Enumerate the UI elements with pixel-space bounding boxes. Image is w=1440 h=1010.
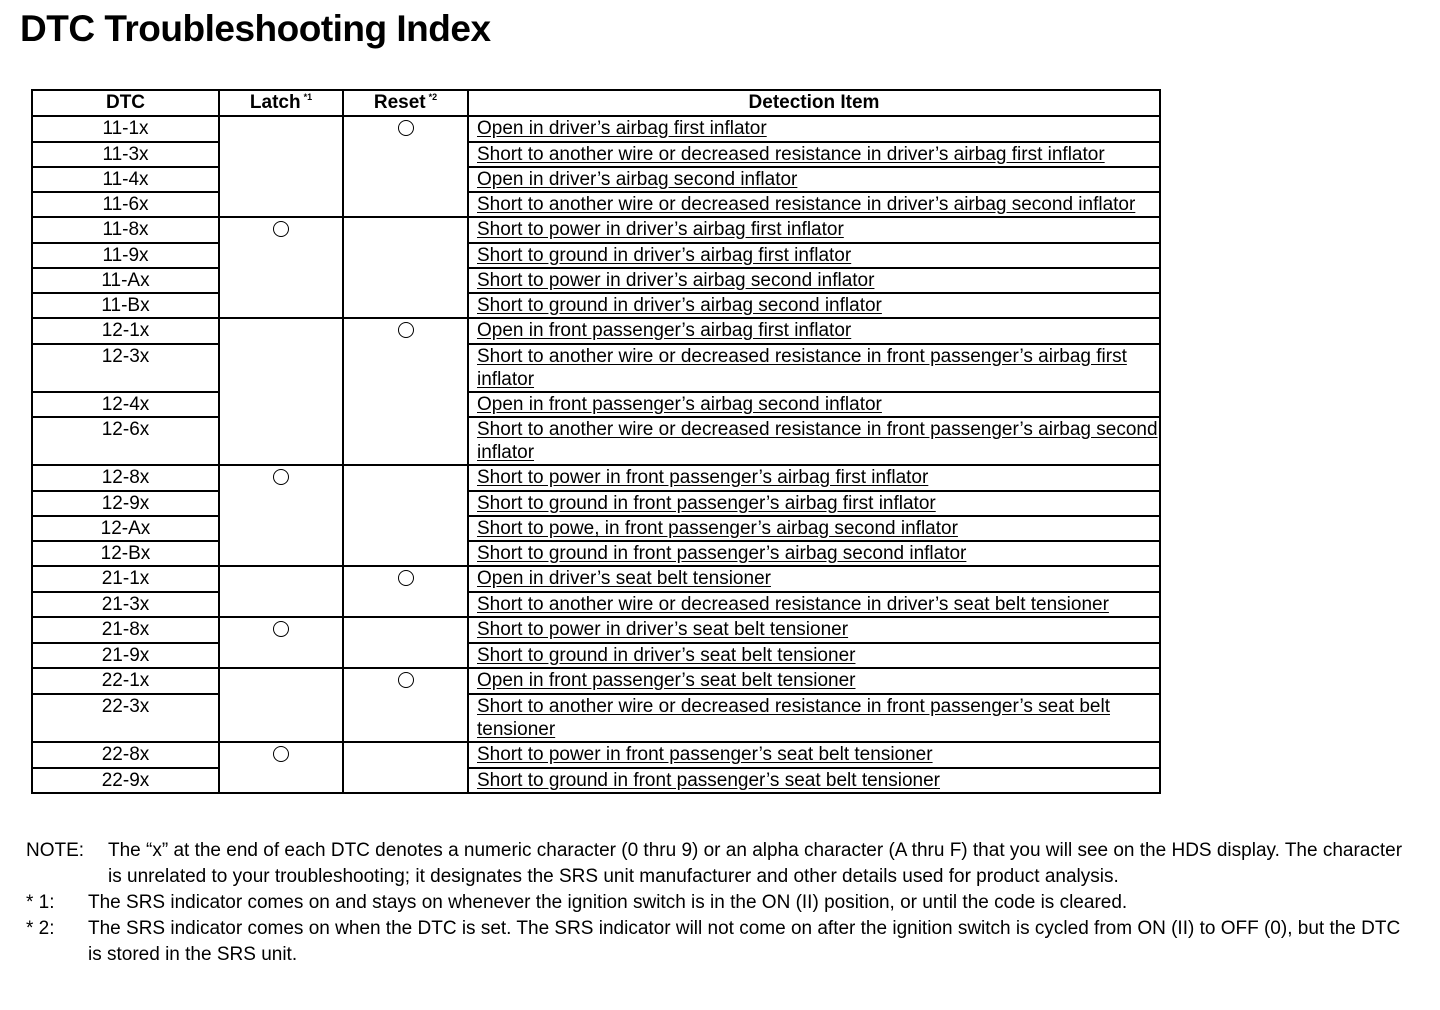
reset-cell — [343, 592, 468, 617]
latch-cell — [219, 742, 343, 768]
table-row — [32, 167, 1160, 192]
table-row — [32, 541, 1160, 566]
dtc-code: 11-4x — [32, 167, 219, 192]
latch-cell — [219, 668, 343, 694]
latch-cell — [219, 344, 343, 392]
latch-circle-icon — [273, 746, 289, 762]
reset-cell — [343, 116, 468, 142]
detection-item: Open in front passenger’s airbag first inflator — [468, 318, 1160, 344]
dtc-table-body — [32, 116, 1160, 793]
reset-cell — [343, 742, 468, 768]
notes-section — [26, 838, 1406, 968]
reset-cell — [343, 694, 468, 742]
table-row — [32, 742, 1160, 768]
reset-cell — [343, 142, 468, 167]
dtc-index-table — [31, 89, 1161, 794]
detection-item: Short to ground in driver’s airbag first inflator — [468, 243, 1160, 268]
latch-cell — [219, 465, 343, 491]
detection-item: Open in front passenger’s seat belt tensioner — [468, 668, 1160, 694]
table-row — [32, 465, 1160, 491]
latch-cell — [219, 217, 343, 243]
dtc-code: 12-Bx — [32, 541, 219, 566]
dtc-code: 11-Ax — [32, 268, 219, 293]
reset-cell — [343, 566, 468, 592]
table-row — [32, 668, 1160, 694]
latch-cell — [219, 617, 343, 643]
latch-cell — [219, 491, 343, 516]
latch-cell — [219, 694, 343, 742]
table-row — [32, 768, 1160, 793]
dtc-code: 11-1x — [32, 116, 219, 142]
table-row — [32, 516, 1160, 541]
table-row — [32, 566, 1160, 592]
page-title: DTC Troubleshooting Index — [20, 8, 491, 49]
latch-cell — [219, 417, 343, 465]
footnote-1-text: The SRS indicator comes on and stays on whenever the ignition switch is in the ON (II) position, or until the code is cleared. — [88, 892, 1128, 913]
dtc-code: 22-1x — [32, 668, 219, 694]
reset-cell — [343, 516, 468, 541]
footnote-2 — [26, 916, 1406, 968]
dtc-code: 22-8x — [32, 742, 219, 768]
latch-circle-icon — [273, 621, 289, 637]
reset-cell — [343, 643, 468, 668]
latch-circle-icon — [273, 221, 289, 237]
dtc-code: 21-3x — [32, 592, 219, 617]
reset-circle-icon — [398, 120, 414, 136]
table-row — [32, 116, 1160, 142]
detection-item: Short to power in driver’s seat belt tensioner — [468, 617, 1160, 643]
table-row — [32, 192, 1160, 217]
reset-cell — [343, 167, 468, 192]
reset-cell — [343, 318, 468, 344]
detection-item: Short to ground in front passenger’s airbag second inflator — [468, 541, 1160, 566]
latch-cell — [219, 192, 343, 217]
detection-item: Open in front passenger’s airbag second inflator — [468, 392, 1160, 417]
reset-cell — [343, 465, 468, 491]
table-row — [32, 491, 1160, 516]
reset-cell — [343, 392, 468, 417]
latch-cell — [219, 268, 343, 293]
detection-item: Short to ground in driver’s airbag second inflator — [468, 293, 1160, 318]
dtc-code: 12-6x — [32, 417, 219, 465]
latch-cell — [219, 592, 343, 617]
reset-cell — [343, 268, 468, 293]
detection-item: Short to another wire or decreased resistance in front passenger’s airbag second inflator — [468, 417, 1160, 465]
table-row — [32, 417, 1160, 465]
latch-cell — [219, 167, 343, 192]
note-label: NOTE: — [26, 840, 85, 861]
header-latch: Latch $^{*1}$ — [219, 90, 343, 116]
table-header-row — [32, 90, 1160, 116]
dtc-code: 11-6x — [32, 192, 219, 217]
table-row — [32, 217, 1160, 243]
dtc-code: 11-9x — [32, 243, 219, 268]
table-row — [32, 142, 1160, 167]
latch-cell — [219, 768, 343, 793]
detection-item: Short to powe, in front passenger’s airbag second inflator — [468, 516, 1160, 541]
detection-item: Short to another wire or decreased resistance in front passenger’s airbag first inflator — [468, 344, 1160, 392]
reset-cell — [343, 668, 468, 694]
reset-cell — [343, 541, 468, 566]
reset-cell — [343, 491, 468, 516]
detection-item: Short to power in driver’s airbag second inflator — [468, 268, 1160, 293]
detection-item: Short to another wire or decreased resistance in driver’s airbag second inflator — [468, 192, 1160, 217]
dtc-code: 12-1x — [32, 318, 219, 344]
dtc-code: 11-3x — [32, 142, 219, 167]
dtc-code: 12-9x — [32, 491, 219, 516]
detection-item: Short to ground in front passenger’s airbag first inflator — [468, 491, 1160, 516]
dtc-code: 21-1x — [32, 566, 219, 592]
detection-item: Short to ground in driver’s seat belt tensioner — [468, 643, 1160, 668]
table-row — [32, 344, 1160, 392]
latch-cell — [219, 142, 343, 167]
table-row — [32, 318, 1160, 344]
reset-cell — [343, 243, 468, 268]
header-dtc: DTC — [32, 90, 219, 116]
detection-item: Short to power in driver’s airbag first inflator — [468, 217, 1160, 243]
latch-cell — [219, 516, 343, 541]
dtc-code: 12-8x — [32, 465, 219, 491]
latch-cell — [219, 392, 343, 417]
table-row — [32, 392, 1160, 417]
reset-circle-icon — [398, 672, 414, 688]
latch-cell — [219, 293, 343, 318]
footnote-2-text: The SRS indicator comes on when the DTC is set. The SRS indicator will not come on after the ignition switch is cycled from ON (II) to OFF (0), but the DTC is stored in the SRS unit. — [88, 918, 1401, 965]
dtc-code: 12-4x — [32, 392, 219, 417]
reset-cell — [343, 217, 468, 243]
footnote-2-label: * 2: — [26, 918, 55, 939]
latch-cell — [219, 318, 343, 344]
footnote-1 — [26, 890, 1406, 916]
reset-circle-icon — [398, 570, 414, 586]
latch-circle-icon — [273, 469, 289, 485]
reset-cell — [343, 192, 468, 217]
table-row — [32, 293, 1160, 318]
dtc-code: 11-Bx — [32, 293, 219, 318]
reset-cell — [343, 768, 468, 793]
table-row — [32, 243, 1160, 268]
table-row — [32, 617, 1160, 643]
reset-cell — [343, 344, 468, 392]
reset-footnote-ref: *2 — [428, 92, 438, 102]
latch-cell — [219, 643, 343, 668]
latch-cell — [219, 566, 343, 592]
latch-footnote-ref: *1 — [303, 92, 313, 102]
detection-item: Open in driver’s airbag first inflator — [468, 116, 1160, 142]
table-row — [32, 694, 1160, 742]
dtc-code: 22-3x — [32, 694, 219, 742]
latch-cell — [219, 541, 343, 566]
header-detection-item: Detection Item — [468, 90, 1160, 116]
table-row — [32, 592, 1160, 617]
footnote-1-label: * 1: — [26, 892, 55, 913]
dtc-code: 12-Ax — [32, 516, 219, 541]
detection-item: Open in driver’s seat belt tensioner — [468, 566, 1160, 592]
reset-cell — [343, 417, 468, 465]
note-text: The “x” at the end of each DTC denotes a numeric character (0 thru 9) or an alpha character (A thru F) that you will see on the HDS display. The character is unrelated to your troubleshooting; it designates the SRS unit manufacturer and other details used for product analysis. — [108, 840, 1403, 887]
detection-item: Short to power in front passenger’s seat belt tensioner — [468, 742, 1160, 768]
latch-cell — [219, 116, 343, 142]
dtc-code: 21-9x — [32, 643, 219, 668]
table-row — [32, 268, 1160, 293]
dtc-code: 21-8x — [32, 617, 219, 643]
detection-item: Short to another wire or decreased resistance in driver’s airbag first inflator — [468, 142, 1160, 167]
dtc-code: 11-8x — [32, 217, 219, 243]
reset-cell — [343, 293, 468, 318]
detection-item: Open in driver’s airbag second inflator — [468, 167, 1160, 192]
reset-circle-icon — [398, 322, 414, 338]
note-row — [26, 838, 1406, 890]
detection-item: Short to power in front passenger’s airbag first inflator — [468, 465, 1160, 491]
detection-item: Short to another wire or decreased resistance in driver’s seat belt tensioner — [468, 592, 1160, 617]
latch-cell — [219, 243, 343, 268]
dtc-code: 12-3x — [32, 344, 219, 392]
header-reset: Reset $^{*2}$ — [343, 90, 468, 116]
dtc-code: 22-9x — [32, 768, 219, 793]
detection-item: Short to another wire or decreased resistance in front passenger’s seat belt tensioner — [468, 694, 1160, 742]
table-row — [32, 643, 1160, 668]
reset-cell — [343, 617, 468, 643]
detection-item: Short to ground in front passenger’s seat belt tensioner — [468, 768, 1160, 793]
